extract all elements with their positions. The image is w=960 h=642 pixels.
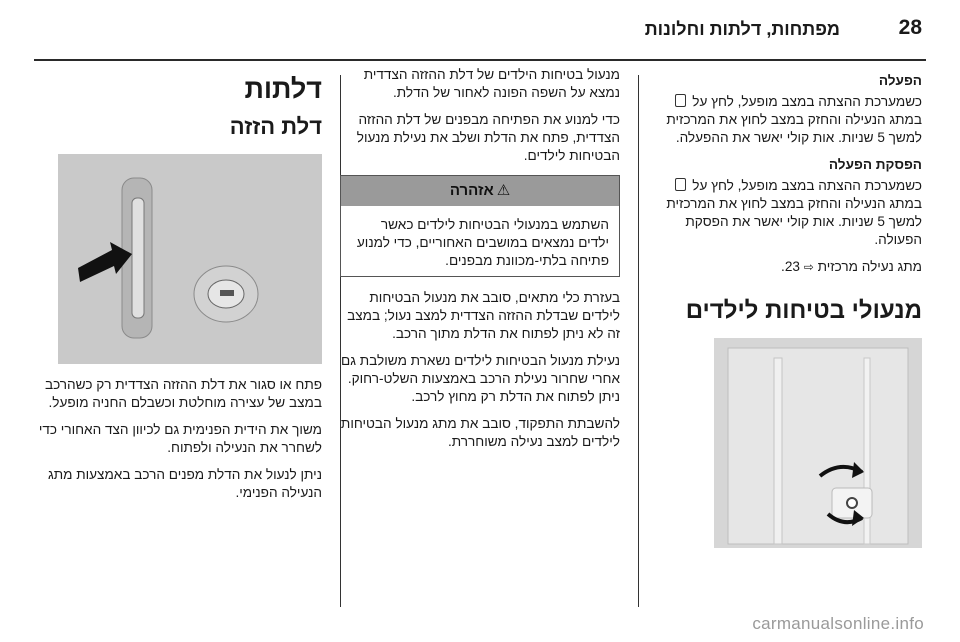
deactivation-heading: הפסקת הפעלה [828, 157, 922, 172]
deactivation-text: כשמערכת ההצתה במצב מופעל, לחץ על במתג הנעילה והחזק במצב לחוץ את המרכזית למשך 5 שניות. אות קולי יאשר את הפסקת הפעולה. [666, 178, 922, 247]
warning-triangle-icon: ⚠ [496, 182, 511, 199]
chapter-title-doors: דלתות [244, 74, 322, 104]
middle-column [340, 66, 620, 460]
child-lock-engage-text: כדי למנוע את הפתיחה מבפנים של דלת ההזזה הצדדית, פתח את הדלת ושלב את נעילת מנעול הבטיחות לילדים. [356, 112, 620, 163]
warning-box [340, 175, 620, 277]
child-lock-tool-text: בעזרת כלי מתאים, סובב את מנעול הבטיחות לילדים שבדלת ההזזה הצדדית למצב נעול; במצב זה לא ניתן לפתוח את הדלת מתוך הרכב. [347, 290, 620, 341]
sliding-door-caution-text: פתח או סגור את דלת ההזזה הצדדית רק כשהרכב במצב של עצירה מוחלטת וכשבלם החניה מופעל. [44, 377, 322, 410]
right-column [652, 66, 922, 548]
activation-text: כשמערכת ההצתה במצב מופעל, לחץ על במתג הנעילה והחזק במצב לחוץ את המרכזית למשך 5 שניות. אות קולי יאשר את ההפעלה. [666, 94, 922, 145]
sliding-door-handle-text: משוך את הידית הפנימית גם לכיוון הצד האחורי כדי לשחרר את הנעילה ולפתוח. [38, 422, 322, 455]
page-header-title: מפתחות, דלתות וחלונות [644, 19, 840, 39]
crossref-link[interactable]: מתג נעילה מרכזית ⇨ 23. [781, 259, 922, 274]
sub-title-sliding-door: דלת הזזה [229, 114, 322, 139]
footer-watermark: carmanualsonline.info [752, 614, 924, 633]
page-number: 28 [898, 16, 922, 39]
child-lock-disable-text: להשבתת התפקוד, סובב את מתג מנעול הבטיחות לילדים למצב נעילה משוחררת. [340, 416, 620, 449]
crossref-arrow-icon: ⇨ [803, 260, 814, 274]
sliding-door-handle-illustration [58, 154, 322, 364]
column-divider-right [638, 75, 639, 607]
child-lock-illustration [714, 338, 922, 548]
warning-header: ⚠אזהרה [341, 176, 619, 206]
section-title-child-locks: מנעולי בטיחות לילדים [685, 297, 922, 324]
left-column [36, 66, 322, 511]
child-lock-location-text: מנעול בטיחות הילדים של דלת ההזזה הצדדית נמצא על השפה הפונה לאחור של הדלת. [363, 67, 620, 100]
header-rule [34, 59, 926, 61]
sliding-door-lock-text: ניתן לנעול את הדלת מפנים הרכב באמצעות מתג הנעילה הפנימי. [47, 467, 322, 500]
warning-text: השתמש במנעולי הבטיחות לילדים כאשר ילדים נמצאים במושבים האחוריים, כדי למנוע פתיחה בלתי-מכוונת מבפנים. [341, 206, 619, 276]
key-icon [675, 94, 686, 107]
key-icon [675, 178, 686, 191]
activation-heading: הפעלה [878, 73, 922, 88]
child-lock-remote-text: נעילת מנעול הבטיחות לילדים נשארת משולבת גם אחרי שחרור נעילת הרכב באמצעות השלט-רחוק. ניתן לפתוח את הדלת רק מחוץ לרכב. [341, 353, 620, 404]
